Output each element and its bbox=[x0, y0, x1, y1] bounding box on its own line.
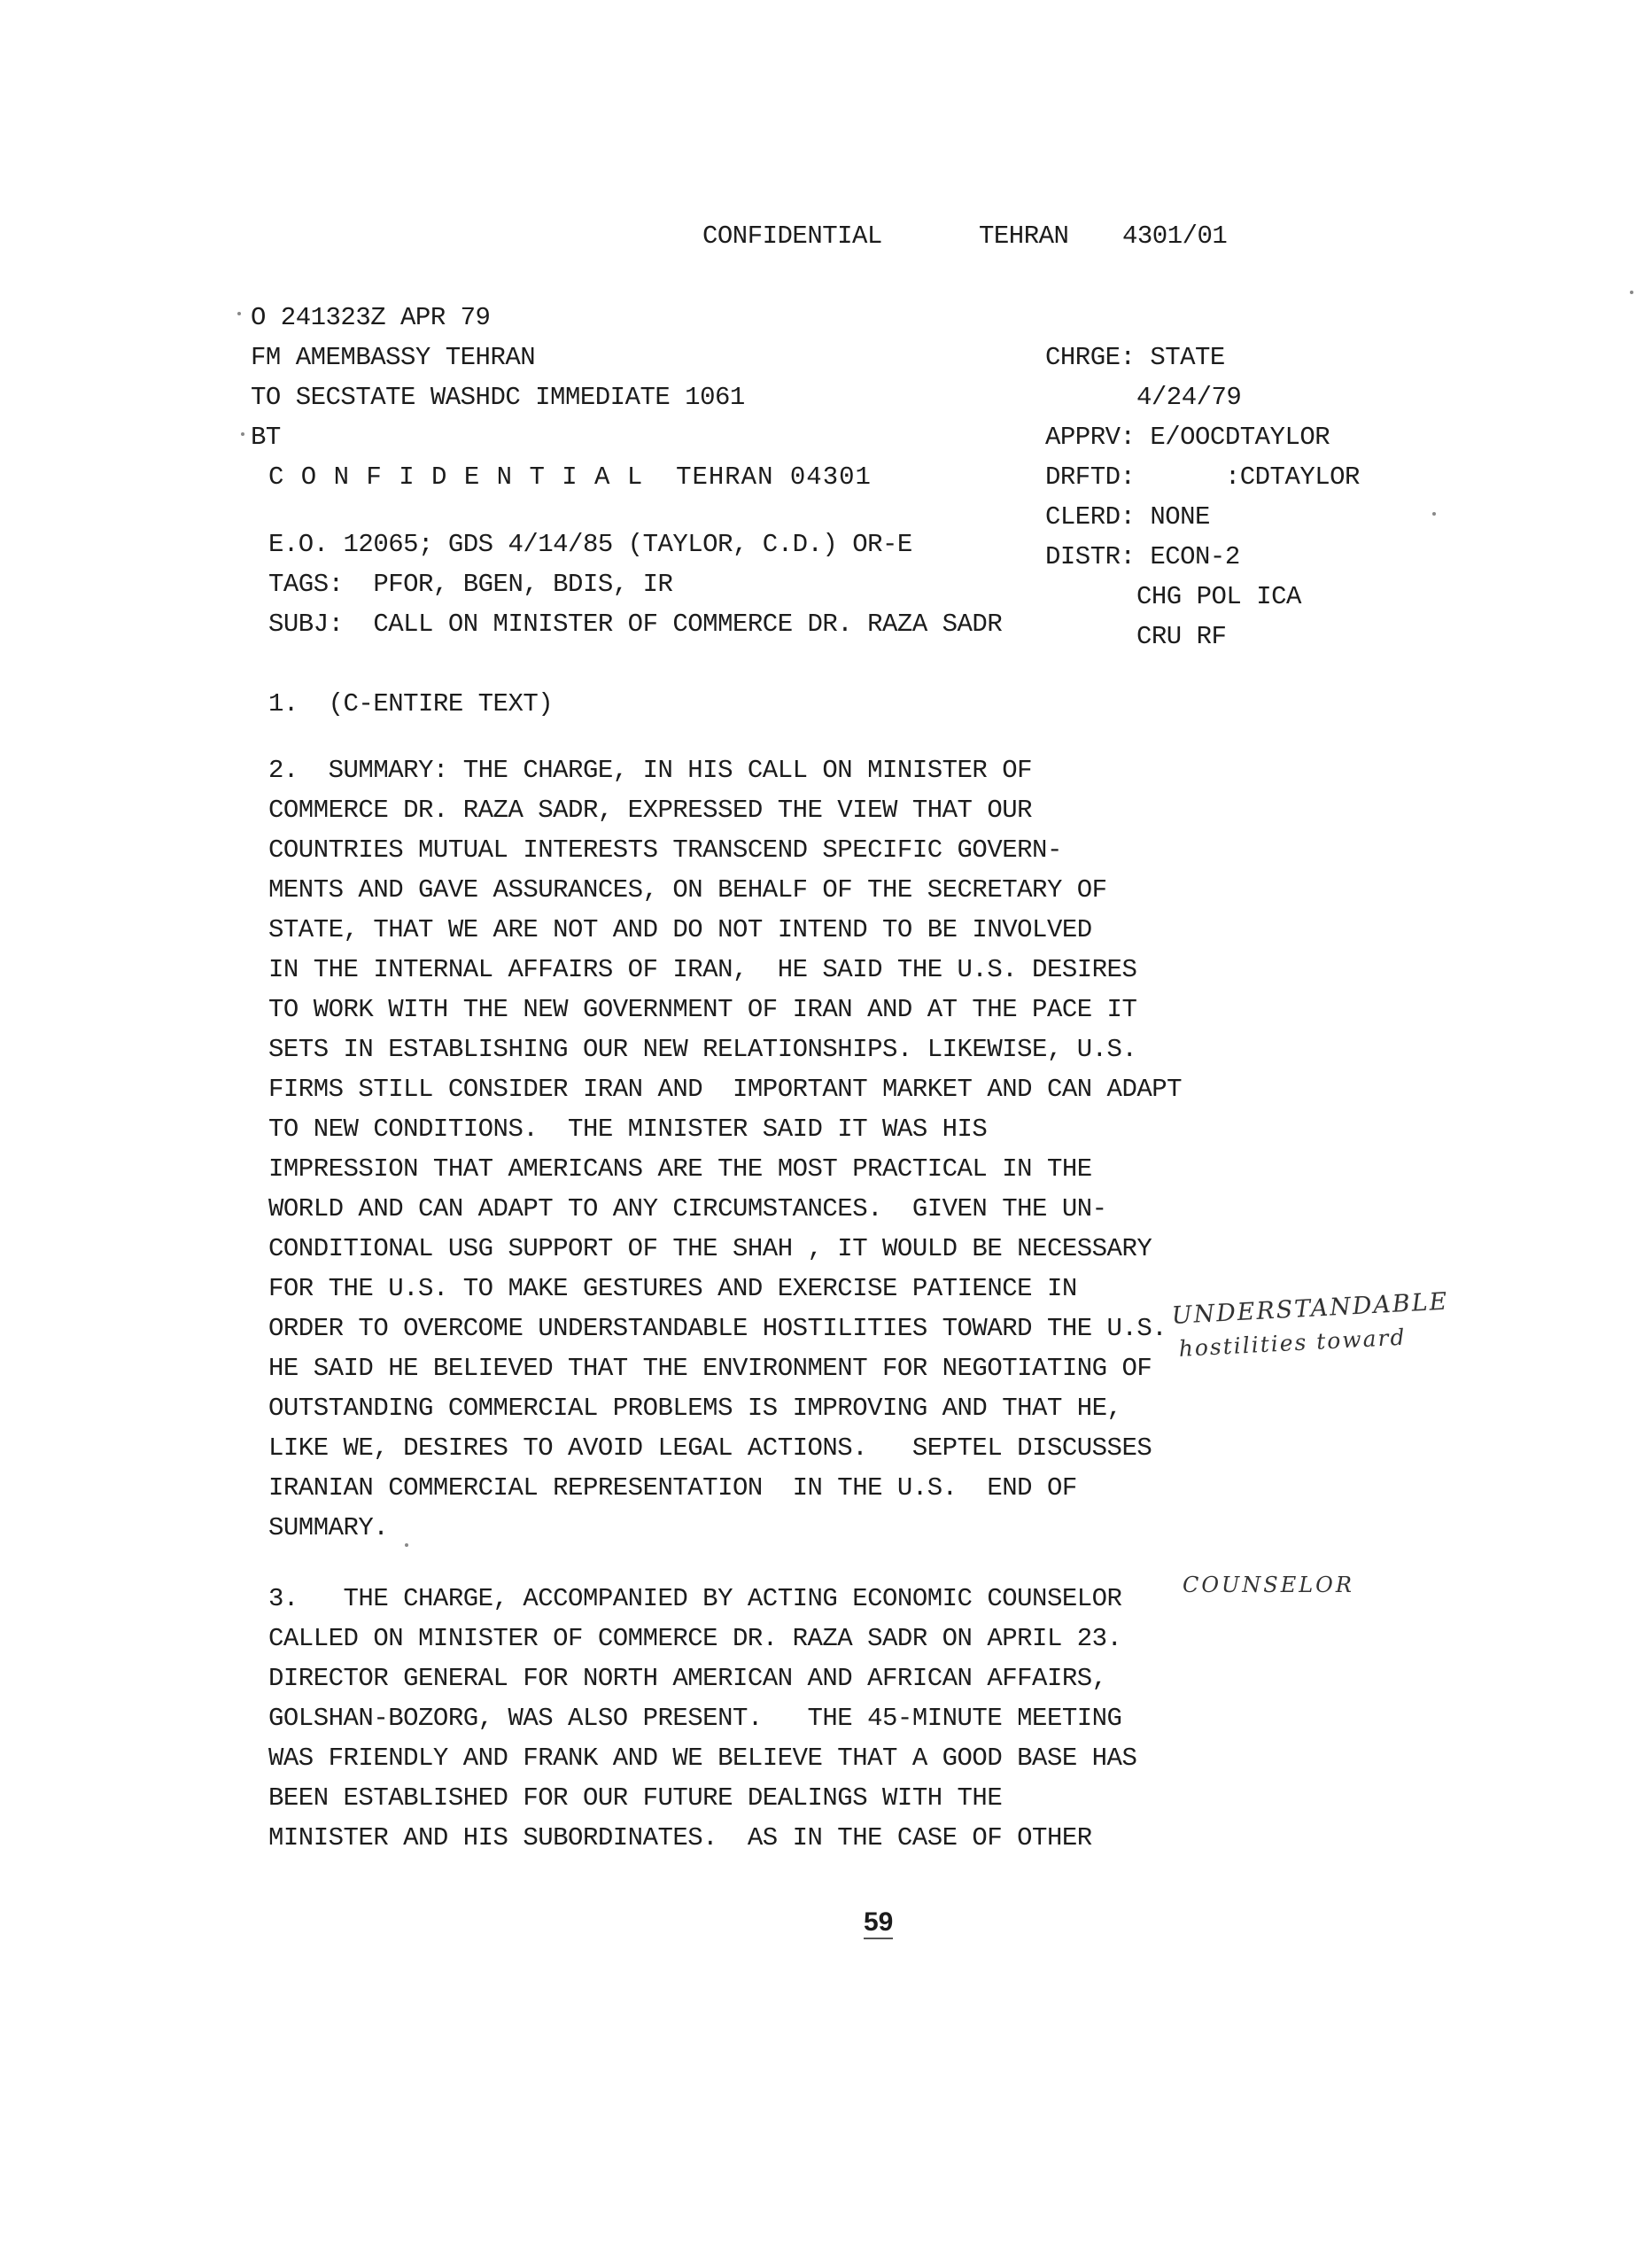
routing-drafted: DRFTD: :CDTAYLOR bbox=[1045, 462, 1360, 492]
text-line: DIRECTOR GENERAL FOR NORTH AMERICAN AND AFRICAN AFFAIRS, bbox=[268, 1664, 1107, 1693]
text-line: FOR THE U.S. TO MAKE GESTURES AND EXERCISE PATIENCE IN bbox=[268, 1274, 1077, 1303]
scan-speck bbox=[237, 312, 241, 315]
routing-approved: APPRV: E/OOCDTAYLOR bbox=[1045, 423, 1330, 452]
text-line: CALLED ON MINISTER OF COMMERCE DR. RAZA SADR ON APRIL 23. bbox=[268, 1624, 1122, 1653]
classification-line: C O N F I D E N T I A L TEHRAN 04301 bbox=[268, 462, 872, 492]
text-line: IMPRESSION THAT AMERICANS ARE THE MOST PRACTICAL IN THE bbox=[268, 1154, 1092, 1184]
routing-distribution: DISTR: ECON-2 bbox=[1045, 542, 1240, 571]
text-line: SETS IN ESTABLISHING OUR NEW RELATIONSHIPS. LIKEWISE, U.S. bbox=[268, 1035, 1137, 1064]
text-line: HE SAID HE BELIEVED THAT THE ENVIRONMENT FOR NEGOTIATING OF bbox=[268, 1354, 1152, 1383]
from-line: FM AMEMBASSY TEHRAN bbox=[251, 343, 536, 372]
handwritten-note-hostilities: hostilities toward bbox=[1178, 1324, 1408, 1362]
text-line: WAS FRIENDLY AND FRANK AND WE BELIEVE THAT A GOOD BASE HAS bbox=[268, 1744, 1137, 1773]
scan-speck bbox=[1432, 512, 1436, 516]
to-line: TO SECSTATE WASHDC IMMEDIATE 1061 bbox=[251, 383, 745, 412]
tags-line: TAGS: PFOR, BGEN, BDIS, IR bbox=[268, 570, 673, 599]
scan-speck bbox=[1630, 291, 1633, 294]
text-line: 2. SUMMARY: THE CHARGE, IN HIS CALL ON MINISTER OF bbox=[268, 756, 1033, 785]
text-line: COUNTRIES MUTUAL INTERESTS TRANSCEND SPECIFIC GOVERN- bbox=[268, 835, 1062, 865]
post-header: TEHRAN bbox=[979, 221, 1069, 251]
dtg-line: O 241323Z APR 79 bbox=[251, 303, 491, 332]
paragraph-1: 1. (C-ENTIRE TEXT) bbox=[268, 689, 554, 718]
reference-number: 4301/01 bbox=[1122, 221, 1228, 251]
text-line: COMMERCE DR. RAZA SADR, EXPRESSED THE VIEW THAT OUR bbox=[268, 796, 1033, 825]
text-line: LIKE WE, DESIRES TO AVOID LEGAL ACTIONS. SEPTEL DISCUSSES bbox=[268, 1433, 1152, 1463]
bt-line: BT bbox=[251, 423, 281, 452]
text-line: MENTS AND GAVE ASSURANCES, ON BEHALF OF THE SECRETARY OF bbox=[268, 875, 1107, 905]
text-line: GOLSHAN-BOZORG, WAS ALSO PRESENT. THE 45-MINUTE MEETING bbox=[268, 1704, 1122, 1733]
scan-speck bbox=[241, 432, 244, 436]
text-line: WORLD AND CAN ADAPT TO ANY CIRCUMSTANCES. GIVEN THE UN- bbox=[268, 1194, 1107, 1223]
text-line: BEEN ESTABLISHED FOR OUR FUTURE DEALINGS WITH THE bbox=[268, 1783, 1003, 1813]
handwritten-note-understandable: UNDERSTANDABLE bbox=[1171, 1287, 1450, 1330]
text-line: IN THE INTERNAL AFFAIRS OF IRAN, HE SAID THE U.S. DESIRES bbox=[268, 955, 1137, 984]
classification-header: CONFIDENTIAL bbox=[702, 221, 882, 251]
text-line: STATE, THAT WE ARE NOT AND DO NOT INTEND TO BE INVOLVED bbox=[268, 915, 1092, 944]
page-number: 59 bbox=[864, 1907, 893, 1939]
subject-line: SUBJ: CALL ON MINISTER OF COMMERCE DR. RAZA SADR bbox=[268, 610, 1003, 639]
routing-distribution-2: CHG POL ICA bbox=[1136, 582, 1301, 611]
routing-cleared: CLERD: NONE bbox=[1045, 502, 1210, 532]
scan-speck bbox=[405, 1543, 408, 1547]
text-line: ORDER TO OVERCOME UNDERSTANDABLE HOSTILITIES TOWARD THE U.S. bbox=[268, 1314, 1167, 1343]
handwritten-note-counselor: COUNSELOR bbox=[1183, 1573, 1354, 1597]
text-line: TO NEW CONDITIONS. THE MINISTER SAID IT WAS HIS bbox=[268, 1115, 988, 1144]
text-line: FIRMS STILL CONSIDER IRAN AND IMPORTANT MARKET AND CAN ADAPT bbox=[268, 1075, 1183, 1104]
routing-distribution-3: CRU RF bbox=[1136, 622, 1227, 651]
routing-date: 4/24/79 bbox=[1136, 383, 1242, 412]
text-line: TO WORK WITH THE NEW GOVERNMENT OF IRAN AND AT THE PACE IT bbox=[268, 995, 1137, 1024]
eo-line: E.O. 12065; GDS 4/14/85 (TAYLOR, C.D.) OR-E bbox=[268, 530, 912, 559]
text-line: OUTSTANDING COMMERCIAL PROBLEMS IS IMPROVING AND THAT HE, bbox=[268, 1394, 1122, 1423]
text-line: CONDITIONAL USG SUPPORT OF THE SHAH , IT WOULD BE NECESSARY bbox=[268, 1234, 1152, 1263]
text-line: 3. THE CHARGE, ACCOMPANIED BY ACTING ECONOMIC COUNSELOR bbox=[268, 1584, 1122, 1613]
routing-charge: CHRGE: STATE bbox=[1045, 343, 1225, 372]
text-line: MINISTER AND HIS SUBORDINATES. AS IN THE CASE OF OTHER bbox=[268, 1823, 1092, 1852]
text-line: SUMMARY. bbox=[268, 1513, 389, 1542]
text-line: IRANIAN COMMERCIAL REPRESENTATION IN THE U.S. END OF bbox=[268, 1473, 1077, 1503]
